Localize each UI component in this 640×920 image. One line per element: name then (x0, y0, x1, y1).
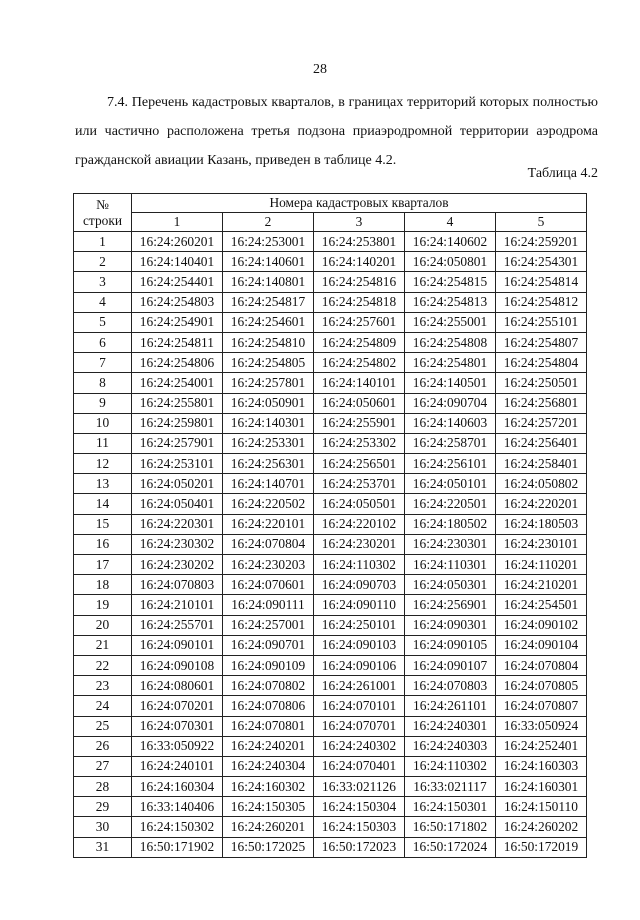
cadastral-number-cell: 16:24:254817 (223, 292, 314, 312)
cadastral-number-cell: 16:24:070806 (223, 696, 314, 716)
cadastral-number-cell: 16:24:140701 (223, 474, 314, 494)
cadastral-number-cell: 16:24:080601 (132, 676, 223, 696)
cadastral-number-cell: 16:24:090103 (314, 635, 405, 655)
cadastral-number-cell: 16:24:050601 (314, 393, 405, 413)
cadastral-number-cell: 16:24:090108 (132, 655, 223, 675)
cadastral-number-cell: 16:24:230203 (223, 555, 314, 575)
row-number-cell: 9 (74, 393, 132, 413)
cadastral-quarters-table (73, 193, 587, 858)
cadastral-number-cell: 16:24:254810 (223, 332, 314, 352)
table-row (74, 777, 587, 797)
cadastral-number-cell: 16:24:090704 (405, 393, 496, 413)
row-number-cell: 30 (74, 817, 132, 837)
cadastral-number-cell: 16:24:050802 (496, 474, 587, 494)
cadastral-number-cell: 16:24:260201 (223, 817, 314, 837)
table-row (74, 615, 587, 635)
row-number-cell: 24 (74, 696, 132, 716)
cadastral-number-cell: 16:24:254803 (132, 292, 223, 312)
cadastral-number-cell: 16:24:230101 (496, 534, 587, 554)
cadastral-number-cell: 16:24:254401 (132, 272, 223, 292)
cadastral-number-cell: 16:24:070804 (223, 534, 314, 554)
cadastral-number-cell: 16:24:230201 (314, 534, 405, 554)
cadastral-number-cell: 16:24:050301 (405, 575, 496, 595)
cadastral-number-cell: 16:24:254808 (405, 332, 496, 352)
cadastral-number-cell: 16:24:070804 (496, 655, 587, 675)
cadastral-number-cell: 16:24:090111 (223, 595, 314, 615)
cadastral-number-cell: 16:24:220102 (314, 514, 405, 534)
cadastral-number-cell: 16:24:253101 (132, 454, 223, 474)
row-number-cell: 18 (74, 575, 132, 595)
cadastral-number-cell: 16:24:090106 (314, 655, 405, 675)
table-row (74, 756, 587, 776)
cadastral-number-cell: 16:24:256401 (496, 433, 587, 453)
table-row (74, 272, 587, 292)
cadastral-number-cell: 16:24:255701 (132, 615, 223, 635)
cadastral-number-cell: 16:24:210101 (132, 595, 223, 615)
cadastral-number-cell: 16:24:070701 (314, 716, 405, 736)
cadastral-number-cell: 16:24:254816 (314, 272, 405, 292)
cadastral-number-cell: 16:24:090109 (223, 655, 314, 675)
cadastral-number-cell: 16:24:090102 (496, 615, 587, 635)
cadastral-number-cell: 16:24:254301 (496, 252, 587, 272)
row-number-header (74, 194, 132, 232)
table-row (74, 353, 587, 373)
cadastral-number-cell: 16:24:140602 (405, 232, 496, 252)
cadastral-number-cell: 16:24:253801 (314, 232, 405, 252)
cadastral-number-cell: 16:24:160301 (496, 777, 587, 797)
cadastral-number-cell: 16:24:160304 (132, 777, 223, 797)
table-row (74, 252, 587, 272)
cadastral-number-cell: 16:24:070801 (223, 716, 314, 736)
table-row (74, 817, 587, 837)
row-number-cell: 17 (74, 555, 132, 575)
row-number-cell: 11 (74, 433, 132, 453)
cadastral-number-cell: 16:24:258701 (405, 433, 496, 453)
cadastral-number-cell: 16:24:250101 (314, 615, 405, 635)
cadastral-number-cell: 16:24:070201 (132, 696, 223, 716)
cadastral-number-cell: 16:24:256301 (223, 454, 314, 474)
table-row (74, 696, 587, 716)
table-row (74, 676, 587, 696)
cadastral-number-cell: 16:24:140801 (223, 272, 314, 292)
cadastral-number-cell: 16:33:021117 (405, 777, 496, 797)
table-row (74, 575, 587, 595)
cadastral-number-cell: 16:24:220501 (405, 494, 496, 514)
cadastral-number-cell: 16:24:160302 (223, 777, 314, 797)
cadastral-number-cell: 16:24:257801 (223, 373, 314, 393)
cadastral-number-cell: 16:24:070401 (314, 756, 405, 776)
cadastral-number-cell: 16:24:240101 (132, 756, 223, 776)
cadastral-number-cell: 16:24:254601 (223, 312, 314, 332)
cadastral-number-cell: 16:24:070802 (223, 676, 314, 696)
table-row (74, 433, 587, 453)
row-number-cell: 10 (74, 413, 132, 433)
row-number-cell: 5 (74, 312, 132, 332)
row-number-cell: 12 (74, 454, 132, 474)
row-number-cell: 7 (74, 353, 132, 373)
cadastral-number-cell: 16:24:160303 (496, 756, 587, 776)
cadastral-number-cell: 16:24:220201 (496, 494, 587, 514)
table-label: Таблица 4.2 (527, 166, 598, 181)
cadastral-number-cell: 16:24:220301 (132, 514, 223, 534)
cadastral-number-cell: 16:24:254802 (314, 353, 405, 373)
page-number: 28 (313, 62, 327, 77)
cadastral-number-cell: 16:24:070803 (405, 676, 496, 696)
cadastral-number-cell: 16:24:254806 (132, 353, 223, 373)
column-header-5: 5 (496, 213, 587, 232)
cadastral-number-cell: 16:24:090110 (314, 595, 405, 615)
cadastral-number-cell: 16:50:172019 (496, 837, 587, 857)
cadastral-number-cell: 16:24:140401 (132, 252, 223, 272)
cadastral-number-cell: 16:24:090701 (223, 635, 314, 655)
table-row (74, 514, 587, 534)
cadastral-number-cell: 16:24:090703 (314, 575, 405, 595)
row-number-cell: 16 (74, 534, 132, 554)
cadastral-number-cell: 16:24:254812 (496, 292, 587, 312)
cadastral-number-cell: 16:24:090301 (405, 615, 496, 635)
row-number-cell: 19 (74, 595, 132, 615)
cadastral-number-cell: 16:24:240304 (223, 756, 314, 776)
cadastral-number-cell: 16:50:171802 (405, 817, 496, 837)
cadastral-number-cell: 16:24:256801 (496, 393, 587, 413)
table-row (74, 635, 587, 655)
column-header-2: 2 (223, 213, 314, 232)
table-row (74, 655, 587, 675)
table-row (74, 373, 587, 393)
cadastral-number-cell: 16:33:140406 (132, 797, 223, 817)
cadastral-number-cell: 16:24:240303 (405, 736, 496, 756)
cadastral-number-cell: 16:24:050101 (405, 474, 496, 494)
cadastral-number-cell: 16:24:254807 (496, 332, 587, 352)
row-number-cell: 14 (74, 494, 132, 514)
cadastral-number-cell: 16:24:110201 (496, 555, 587, 575)
cadastral-number-cell: 16:24:254811 (132, 332, 223, 352)
cadastral-number-cell: 16:24:070805 (496, 676, 587, 696)
table-row (74, 534, 587, 554)
cadastral-number-cell: 16:24:261001 (314, 676, 405, 696)
table-row (74, 736, 587, 756)
cadastral-number-cell: 16:24:140601 (223, 252, 314, 272)
row-number-header-label: строки (82, 212, 123, 228)
cadastral-number-cell: 16:24:254804 (496, 353, 587, 373)
cadastral-number-cell: 16:24:220502 (223, 494, 314, 514)
table-row (74, 312, 587, 332)
row-number-cell: 13 (74, 474, 132, 494)
cadastral-number-cell: 16:24:240201 (223, 736, 314, 756)
cadastral-number-cell: 16:24:254001 (132, 373, 223, 393)
cadastral-number-cell: 16:24:253302 (314, 433, 405, 453)
cadastral-numbers-group-header: Номера кадастровых кварталов (132, 194, 587, 213)
cadastral-number-cell: 16:24:255801 (132, 393, 223, 413)
cadastral-number-cell: 16:33:050922 (132, 736, 223, 756)
cadastral-number-cell: 16:24:257001 (223, 615, 314, 635)
cadastral-number-cell: 16:24:254801 (405, 353, 496, 373)
row-number-cell: 23 (74, 676, 132, 696)
cadastral-number-cell: 16:24:090107 (405, 655, 496, 675)
table-row (74, 494, 587, 514)
cadastral-number-cell: 16:24:050801 (405, 252, 496, 272)
cadastral-number-cell: 16:24:252401 (496, 736, 587, 756)
table-row (74, 474, 587, 494)
cadastral-number-cell: 16:24:050901 (223, 393, 314, 413)
cadastral-number-cell: 16:24:258401 (496, 454, 587, 474)
cadastral-number-cell: 16:24:210201 (496, 575, 587, 595)
column-header-4: 4 (405, 213, 496, 232)
table-row (74, 232, 587, 252)
table-row (74, 555, 587, 575)
cadastral-number-cell: 16:24:230202 (132, 555, 223, 575)
cadastral-number-cell: 16:24:140201 (314, 252, 405, 272)
row-number-cell: 21 (74, 635, 132, 655)
row-number-cell: 26 (74, 736, 132, 756)
cadastral-number-cell: 16:24:090101 (132, 635, 223, 655)
cadastral-number-cell: 16:24:070601 (223, 575, 314, 595)
row-number-cell: 15 (74, 514, 132, 534)
row-number-cell: 3 (74, 272, 132, 292)
cadastral-number-cell: 16:24:090105 (405, 635, 496, 655)
cadastral-number-cell: 16:24:140603 (405, 413, 496, 433)
row-number-cell: 28 (74, 777, 132, 797)
cadastral-number-cell: 16:50:172024 (405, 837, 496, 857)
cadastral-number-cell: 16:33:050924 (496, 716, 587, 736)
cadastral-number-cell: 16:33:021126 (314, 777, 405, 797)
row-number-cell: 8 (74, 373, 132, 393)
cadastral-number-cell: 16:24:255901 (314, 413, 405, 433)
cadastral-number-cell: 16:24:230301 (405, 534, 496, 554)
cadastral-number-cell: 16:24:254901 (132, 312, 223, 332)
cadastral-number-cell: 16:24:253001 (223, 232, 314, 252)
cadastral-number-cell: 16:24:150305 (223, 797, 314, 817)
cadastral-number-cell: 16:24:050401 (132, 494, 223, 514)
cadastral-number-cell: 16:24:140301 (223, 413, 314, 433)
cadastral-number-cell: 16:24:070807 (496, 696, 587, 716)
cadastral-number-cell: 16:24:090104 (496, 635, 587, 655)
cadastral-number-cell: 16:50:172023 (314, 837, 405, 857)
cadastral-number-cell: 16:24:254501 (496, 595, 587, 615)
cadastral-number-cell: 16:24:140101 (314, 373, 405, 393)
row-number-cell: 6 (74, 332, 132, 352)
cadastral-number-cell: 16:50:171902 (132, 837, 223, 857)
column-header-1: 1 (132, 213, 223, 232)
table-row (74, 716, 587, 736)
row-number-cell: 4 (74, 292, 132, 312)
cadastral-number-cell: 16:24:257901 (132, 433, 223, 453)
cadastral-number-cell: 16:24:254805 (223, 353, 314, 373)
cadastral-number-cell: 16:24:150110 (496, 797, 587, 817)
cadastral-number-cell: 16:50:172025 (223, 837, 314, 857)
row-number-cell: 25 (74, 716, 132, 736)
cadastral-number-cell: 16:24:220101 (223, 514, 314, 534)
cadastral-number-cell: 16:24:254814 (496, 272, 587, 292)
cadastral-number-cell: 16:24:259801 (132, 413, 223, 433)
cadastral-number-cell: 16:24:254818 (314, 292, 405, 312)
row-number-cell: 31 (74, 837, 132, 857)
table-row (74, 413, 587, 433)
cadastral-number-cell: 16:24:250501 (496, 373, 587, 393)
cadastral-number-cell: 16:24:150302 (132, 817, 223, 837)
table-row (74, 595, 587, 615)
cadastral-number-cell: 16:24:110301 (405, 555, 496, 575)
row-number-cell: 29 (74, 797, 132, 817)
cadastral-number-cell: 16:24:230302 (132, 534, 223, 554)
cadastral-number-cell: 16:24:150301 (405, 797, 496, 817)
cadastral-number-cell: 16:24:180502 (405, 514, 496, 534)
cadastral-number-cell: 16:24:254813 (405, 292, 496, 312)
cadastral-number-cell: 16:24:110302 (314, 555, 405, 575)
column-header-3: 3 (314, 213, 405, 232)
cadastral-number-cell: 16:24:256501 (314, 454, 405, 474)
table-row (74, 797, 587, 817)
cadastral-number-cell: 16:24:254809 (314, 332, 405, 352)
table-row (74, 393, 587, 413)
intro-paragraph: 7.4. Перечень кадастровых кварталов, в границах территорий которых полностью или частично расположена третья подзона приаэродромной территории аэродрома гражданской авиации Казань, приведен в таблице 4.2. (75, 95, 598, 168)
row-number-cell: 22 (74, 655, 132, 675)
table-row (74, 454, 587, 474)
cadastral-number-cell: 16:24:256101 (405, 454, 496, 474)
cadastral-number-cell: 16:24:257201 (496, 413, 587, 433)
row-number-header-symbol: № (96, 196, 109, 212)
cadastral-number-cell: 16:24:259201 (496, 232, 587, 252)
row-number-cell: 20 (74, 615, 132, 635)
cadastral-number-cell: 16:24:050201 (132, 474, 223, 494)
cadastral-number-cell: 16:24:240301 (405, 716, 496, 736)
cadastral-number-cell: 16:24:180503 (496, 514, 587, 534)
table-row (74, 837, 587, 857)
cadastral-number-cell: 16:24:150304 (314, 797, 405, 817)
cadastral-number-cell: 16:24:110302 (405, 756, 496, 776)
cadastral-number-cell: 16:24:261101 (405, 696, 496, 716)
cadastral-number-cell: 16:24:140501 (405, 373, 496, 393)
row-number-cell: 27 (74, 756, 132, 776)
row-number-cell: 2 (74, 252, 132, 272)
cadastral-number-cell: 16:24:150303 (314, 817, 405, 837)
table-row (74, 332, 587, 352)
cadastral-number-cell: 16:24:070301 (132, 716, 223, 736)
cadastral-number-cell: 16:24:256901 (405, 595, 496, 615)
cadastral-number-cell: 16:24:257601 (314, 312, 405, 332)
cadastral-number-cell: 16:24:253701 (314, 474, 405, 494)
cadastral-number-cell: 16:24:254815 (405, 272, 496, 292)
cadastral-number-cell: 16:24:070101 (314, 696, 405, 716)
cadastral-number-cell: 16:24:070803 (132, 575, 223, 595)
table-row (74, 292, 587, 312)
cadastral-number-cell: 16:24:050501 (314, 494, 405, 514)
cadastral-number-cell: 16:24:255001 (405, 312, 496, 332)
cadastral-number-cell: 16:24:260202 (496, 817, 587, 837)
cadastral-number-cell: 16:24:240302 (314, 736, 405, 756)
row-number-cell: 1 (74, 232, 132, 252)
cadastral-number-cell: 16:24:255101 (496, 312, 587, 332)
cadastral-number-cell: 16:24:253301 (223, 433, 314, 453)
cadastral-number-cell: 16:24:260201 (132, 232, 223, 252)
